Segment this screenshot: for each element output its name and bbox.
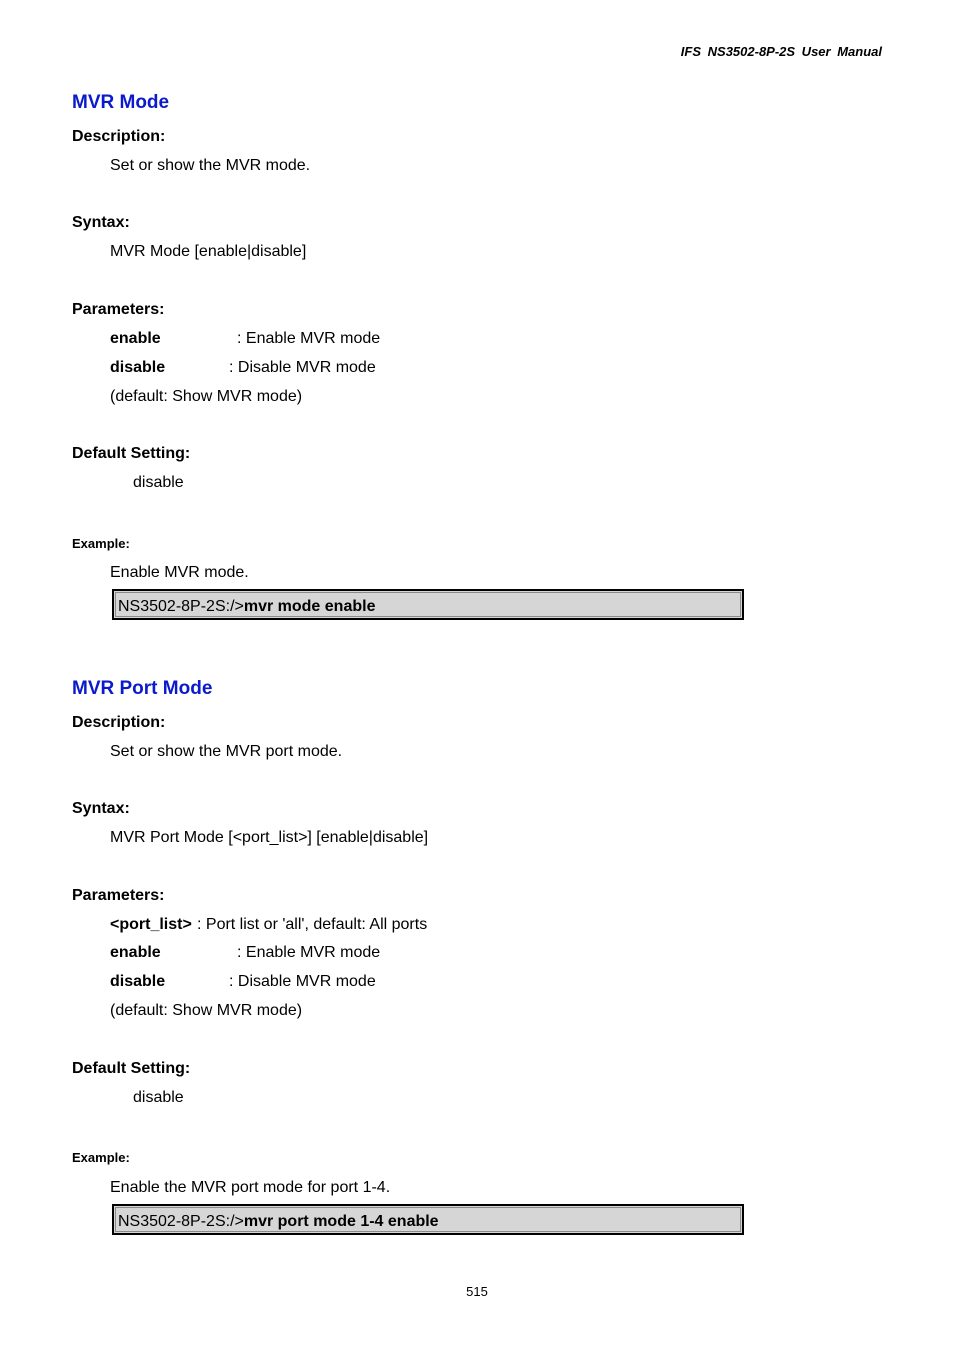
parameters-label: Parameters: <box>72 301 165 318</box>
command-text: mvr port mode 1-4 enable <box>243 1213 439 1230</box>
example-label: Example: <box>72 536 130 551</box>
command-line <box>118 1213 439 1231</box>
command-prompt: NS3502-8P-2S:/> <box>118 1213 244 1230</box>
syntax-label: Syntax: <box>72 800 130 817</box>
section-title-mvr-mode: MVR Mode <box>72 92 170 113</box>
default-setting-label: Default Setting: <box>72 1060 191 1077</box>
example-label: Example: <box>72 1150 130 1165</box>
example-description: Enable the MVR port mode for port 1-4. <box>110 1179 391 1196</box>
command-text: mvr mode enable <box>243 598 376 615</box>
default-setting-label: Default Setting: <box>72 445 191 462</box>
parameters-label: Parameters: <box>72 887 165 904</box>
command-line <box>118 598 375 616</box>
param-desc: : Port list or 'all', default: All ports <box>197 916 428 933</box>
syntax-text: MVR Mode [enable|disable] <box>110 243 307 260</box>
default-setting-value: disable <box>133 1089 184 1106</box>
page-number: 515 <box>466 1284 488 1299</box>
running-header: IFS NS3502-8P-2S User Manual <box>680 44 882 59</box>
description-text: Set or show the MVR mode. <box>110 157 311 174</box>
param-desc: : Disable MVR mode <box>229 973 376 990</box>
default-setting-value: disable <box>133 474 184 491</box>
description-label: Description: <box>72 714 166 731</box>
param-default-note: (default: Show MVR mode) <box>110 1002 303 1019</box>
syntax-text: MVR Port Mode [<port_list>] [enable|disable] <box>110 829 429 846</box>
param-desc: : Enable MVR mode <box>237 944 381 961</box>
section-title-mvr-port-mode: MVR Port Mode <box>72 678 213 699</box>
param-name: disable <box>110 359 166 376</box>
param-default-note: (default: Show MVR mode) <box>110 388 303 405</box>
param-name: disable <box>110 973 166 990</box>
description-label: Description: <box>72 128 166 145</box>
command-prompt: NS3502-8P-2S:/> <box>118 598 244 615</box>
param-name: enable <box>110 944 161 961</box>
param-name: <port_list> <box>110 916 192 933</box>
example-description: Enable MVR mode. <box>110 564 249 581</box>
param-name: enable <box>110 330 161 347</box>
param-desc: : Enable MVR mode <box>237 330 381 347</box>
param-desc: : Disable MVR mode <box>229 359 376 376</box>
description-text: Set or show the MVR port mode. <box>110 743 343 760</box>
syntax-label: Syntax: <box>72 214 130 231</box>
